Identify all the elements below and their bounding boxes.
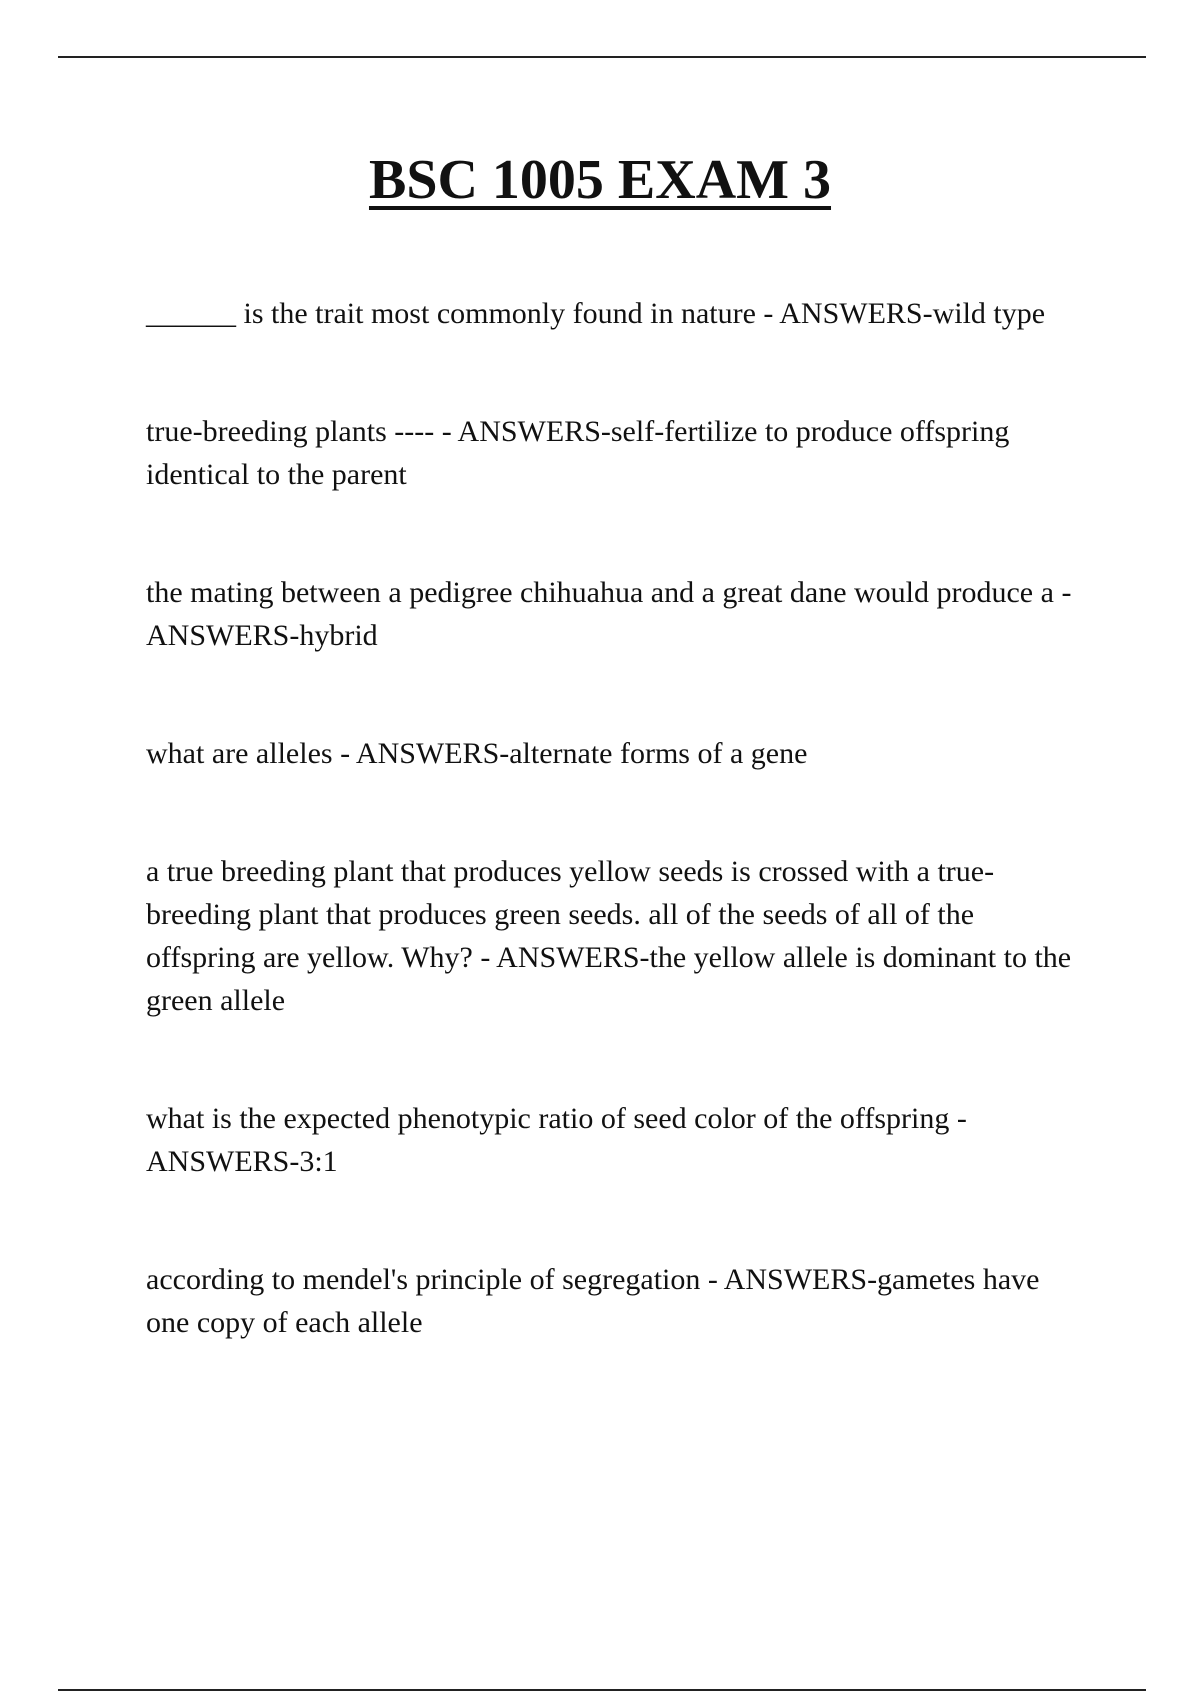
qa-item-7: according to mendel's principle of segregation - ANSWERS-gametes have one copy of each allele <box>146 1263 1040 1339</box>
qa-item-4: what are alleles - ANSWERS-alternate forms of a gene <box>146 737 808 770</box>
top-divider <box>58 56 1146 58</box>
page-title-text: BSC 1005 EXAM 3 <box>368 149 832 211</box>
qa-item-6: what is the expected phenotypic ratio of seed color of the offspring - ANSWERS-3:1 <box>146 1102 967 1178</box>
qa-item-5: a true breeding plant that produces yellow seeds is crossed with a true-breeding plant that produces green seeds. all of the seeds of all of the offspring are yellow. Why? - ANSWERS-the yellow allele is dominant to the green allele <box>146 855 1072 1017</box>
qa-item-2: true-breeding plants ---- - ANSWERS-self-fertilize to produce offspring identical to the parent <box>146 415 1010 491</box>
qa-item-3: the mating between a pedigree chihuahua and a great dane would produce a - ANSWERS-hybrid <box>146 576 1072 652</box>
bottom-divider <box>58 1689 1146 1691</box>
qa-list <box>146 292 1076 1344</box>
page-title <box>0 148 1200 212</box>
qa-item-1: ______ is the trait most commonly found in nature - ANSWERS-wild type <box>146 297 1046 330</box>
